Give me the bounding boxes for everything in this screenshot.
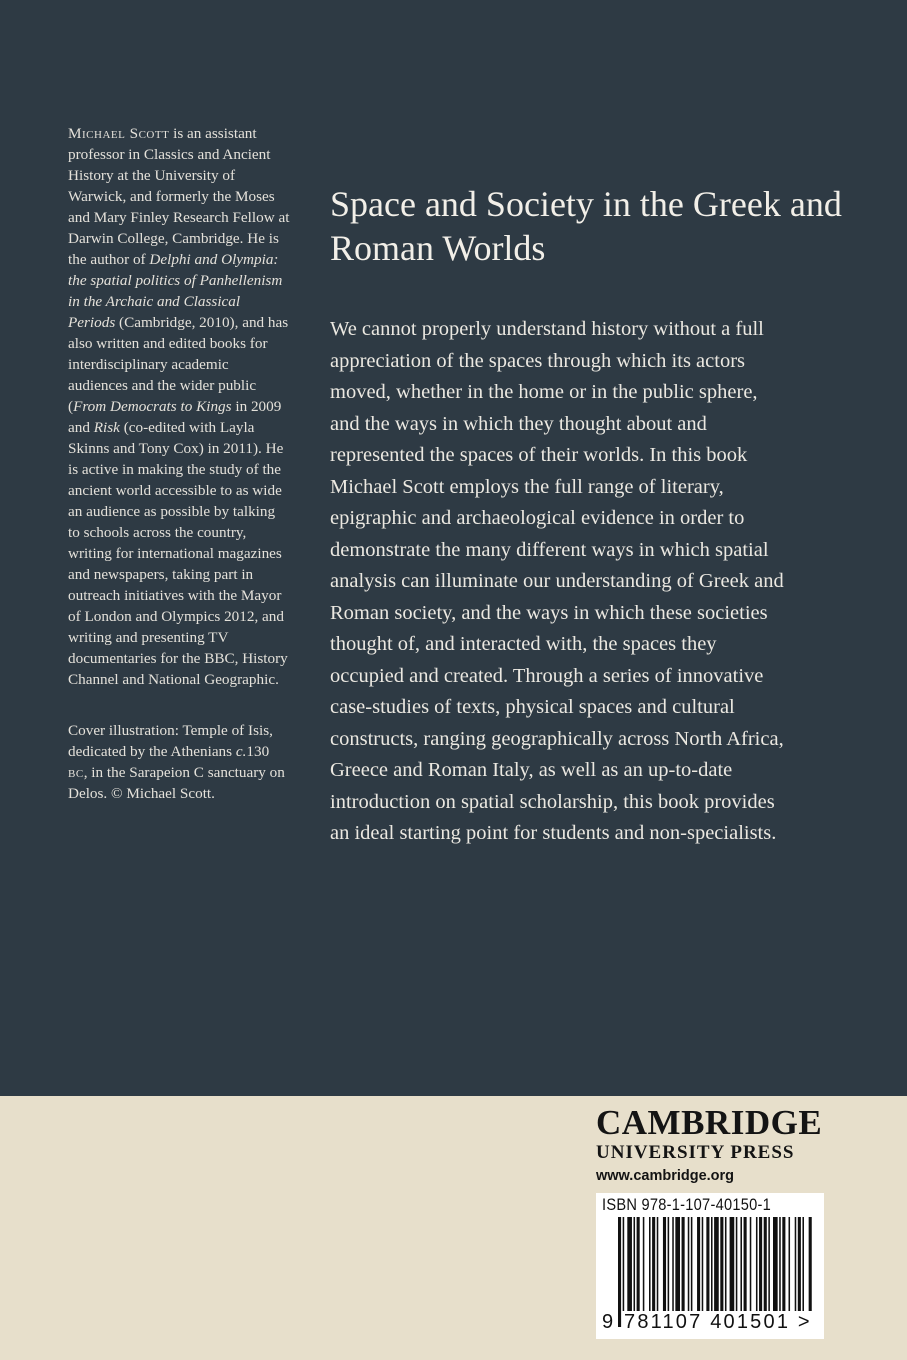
barcode-digits: 781107 401501 > [624, 1311, 812, 1333]
barcode-bar [768, 1217, 770, 1313]
barcode-bar [744, 1217, 747, 1313]
barcode-bar [798, 1217, 801, 1313]
publisher-url: www.cambridge.org [596, 1168, 735, 1184]
bio-book-2: From Democrats to Kings [73, 398, 232, 415]
publisher-name: CAMBRIDGE [596, 1103, 823, 1142]
barcode-bar [657, 1217, 659, 1313]
barcode-bar [706, 1217, 709, 1313]
barcode-bar [688, 1217, 690, 1313]
credit-text-2: 130 [246, 743, 270, 760]
barcode-bar [697, 1217, 700, 1313]
barcode-bar [789, 1217, 791, 1313]
bio-book-3: Risk [93, 419, 120, 436]
barcode-bar [652, 1217, 655, 1313]
author-bio-text [68, 123, 290, 690]
barcode-bar [672, 1217, 674, 1313]
barcode-box [596, 1193, 824, 1339]
barcode-bar [663, 1217, 666, 1313]
credit-text-3: , in the Sarapeion C sanctuary on Delos. © Michael Scott. [68, 764, 285, 802]
barcode-bar [779, 1217, 781, 1313]
book-blurb: We cannot properly understand history without a full appreciation of the spaces through which its actors moved, whether in the home or in the public sphere, and the ways in which they thought about and represented the spaces of their worlds. In this book Michael Scott employs the full range of literary, epigraphic and archaeological evidence in order to demonstrate the many different ways in which spatial analysis can illuminate our understanding of Greek and Roman society, and the ways in which these societies thought of, and interacted with, the spaces they occupied and created. Through a series of innovative case-studies of texts, physical spaces and cultural constructs, ranging geographically across North Africa, Greece and Roman Italy, as well as an up-to-date introduction on spatial scholarship, this book provides an ideal starting point for students and non-specialists. [330, 318, 784, 844]
barcode-bar [720, 1217, 723, 1313]
barcode-bar [759, 1217, 762, 1313]
barcode-bar [730, 1217, 735, 1313]
cover-credit [68, 720, 290, 804]
barcode-bar [782, 1217, 785, 1313]
barcode-bar [773, 1217, 778, 1313]
barcode-bar [668, 1217, 670, 1313]
barcode-bar [725, 1217, 727, 1313]
barcode-bar [649, 1217, 651, 1313]
barcode-bar [634, 1217, 636, 1313]
barcode-bar [711, 1217, 713, 1313]
barcode-bar [691, 1217, 693, 1313]
barcode-bar [702, 1217, 704, 1313]
bio-text-1: is an assistant professor in Classics and Ancient History at the University of Warwick, and formerly the Moses and Mary Finley Research Fellow at Darwin College, Cambridge. He is the author of [68, 125, 290, 268]
credit-text-1: Cover illustration: Temple of Isis, dedicated by the Athenians [68, 722, 273, 760]
barcode-bar [736, 1217, 738, 1313]
barcode-bar [682, 1217, 685, 1313]
bio-text-3: in 2009 and [68, 398, 282, 436]
credit-era: bc [68, 764, 84, 781]
author-name: Michael Scott [68, 125, 170, 142]
barcode-bar [618, 1217, 621, 1327]
barcode-bar [809, 1217, 812, 1313]
barcode-first-digit: 9 [602, 1311, 614, 1333]
bio-book-1: Delphi and Olympia: the spatial politics of Panhellenism in the Archaic and Classical Periods [68, 251, 283, 331]
barcode-bar [637, 1217, 640, 1313]
publisher-subtitle: UNIVERSITY PRESS [596, 1142, 795, 1163]
bio-text-2: (Cambridge, 2010), and has also written and edited books for interdisciplinary academic audiences and the wider public ( [68, 314, 289, 415]
barcode-bar [802, 1217, 804, 1313]
publisher-block [596, 1104, 836, 1186]
barcode-bar [643, 1217, 645, 1313]
credit-circa: c. [235, 743, 247, 760]
isbn-label: ISBN 978-1-107-40150-1 [602, 1195, 772, 1214]
bio-text-4: (co-edited with Layla Skinns and Tony Cox) in 2011). He is active in making the study of the ancient world accessible to as wide an audience as possible by talking to schools across the country, writing for international magazines and newspapers, taking part in outreach initiatives with the Mayor of London and Olympics 2012, and writing and presenting TV documentaries for the BBC, History Channel and National Geographic. [68, 419, 288, 688]
author-bio [68, 123, 290, 804]
barcode-bar [675, 1217, 680, 1313]
barcode-bar [795, 1217, 797, 1313]
barcode-bar [750, 1217, 752, 1313]
barcode-bar [714, 1217, 719, 1313]
barcode-bar [764, 1217, 767, 1313]
barcode-bar [740, 1217, 742, 1313]
barcode-bar [627, 1217, 632, 1313]
book-title: Space and Society in the Greek and Roman Worlds [330, 184, 842, 268]
